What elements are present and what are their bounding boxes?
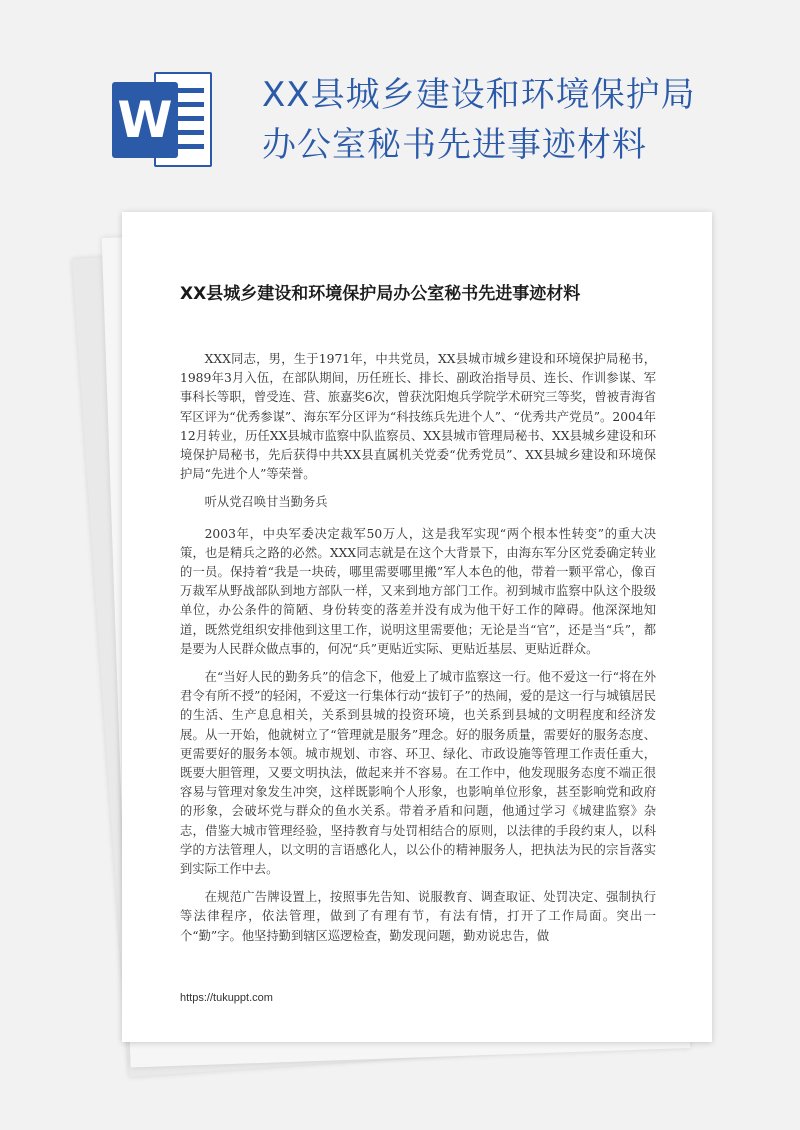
banner-title [262, 70, 782, 170]
word-document-icon [112, 72, 212, 167]
paragraph-servant: 在“当好人民的勤务兵”的信念下，他爱上了城市监察这一行。他不爱这一行“将在外君令有所不授”的轻闲，不爱这一行集体行动“拔钉子”的热闹，爱的是这一行与城镇居民的生活、生产息息相关，关系到县城的投资环境，也关系到县城的文明程度和经济发展。从一开始，他就树立了“管理就是服务”理念。好的服务质量，需要好的服务态度、更需要好的服务本领。城市规划、市容、环卫、绿化、市政设施等管理工作责任重大，既要大胆管理，又要文明执法，做起来并不容易。在工作中，他发现服务态度不端正很容易与管理对象发生冲突，这样既影响个人形象，也影响单位形象，甚至影响党和政府的形象，会破坏党与群众的鱼水关系。带着矛盾和问题，他通过学习《城建监察》杂志，借鉴大城市管理经验，坚持教育与处罚相结合的原则，以法律的手段约束人，以科学的方法管理人，以文明的言语感化人，以公仆的精神服务人，把执法为民的宗旨落实到实际工作中去。 [180, 670, 656, 877]
banner-title-line-1: XX县城乡建设和环境保护局 [262, 75, 696, 115]
paragraph-intro: XXX同志，男，生于1971年，中共党员，XX县城市城乡建设和环境保护局秘书，1989年3月入伍，在部队期间，历任班长、排长、副政治指导员、连长、作训参谋、军事科长等职，曾受连、营、旅嘉奖6次，曾获沈阳炮兵学院学术研究三等奖，曾被青海省军区评为“优秀参谋”、海东军分区评为“科技练兵先进个人”、“优秀共产党员”。2004年12月转业，历任XX县城市监察中队监察员、XX县城市管理局秘书、XX县城乡建设和环境保护局秘书，先后获得中共XX县直属机关党委“优秀党员”、XX县城乡建设和环境保护局“先进个人”等荣誉。 [180, 352, 656, 482]
document-page[interactable] [122, 212, 712, 1042]
document-title: XX县城乡建设和环境保护局办公室秘书先进事迹材料 [180, 284, 581, 304]
paragraph-billboards: 在规范广告牌设置上，按照事先告知、说服教育、调查取证、处罚决定、强制执行等法律程序，依法管理，做到了有理有节，有法有情，打开了工作局面。突出一个“勤”字。他坚持勤到辖区巡逻检查，勤发现问题，勤劝说忠告，做 [180, 890, 656, 943]
banner-header [0, 0, 800, 200]
document-body [180, 350, 656, 955]
word-letter-badge: W [112, 82, 178, 158]
banner-title-line-2: 办公室秘书先进事迹材料 [262, 125, 647, 165]
section-heading: 听从党召唤甘当勤务兵 [204, 495, 328, 510]
footer-url[interactable]: https://tukuppt.com [180, 992, 273, 1004]
paragraph-2003: 2003年，中央军委决定裁军50万人，这是我军实现“两个根本性转变”的重大决策，也是精兵之路的必然。XXX同志就是在这个大背景下，由海东军分区党委确定转业的一员。保持着“我是一块砖，哪里需要哪里搬”军人本色的他，带着一颗平常心，像百万裁军从野战部队到地方部队一样，又来到地方部门工作。初到城市监察中队这个股级单位，办公条件的简陋、身份转变的落差并没有成为他干好工作的障碍。他深深地知道，既然党组织安排他到这里工作，说明这里需要他；无论是当“官”，还是当“兵”，都是要为人民群众做点事的，何况“兵”更贴近实际、更贴近基层、更贴近群众。 [180, 526, 656, 656]
